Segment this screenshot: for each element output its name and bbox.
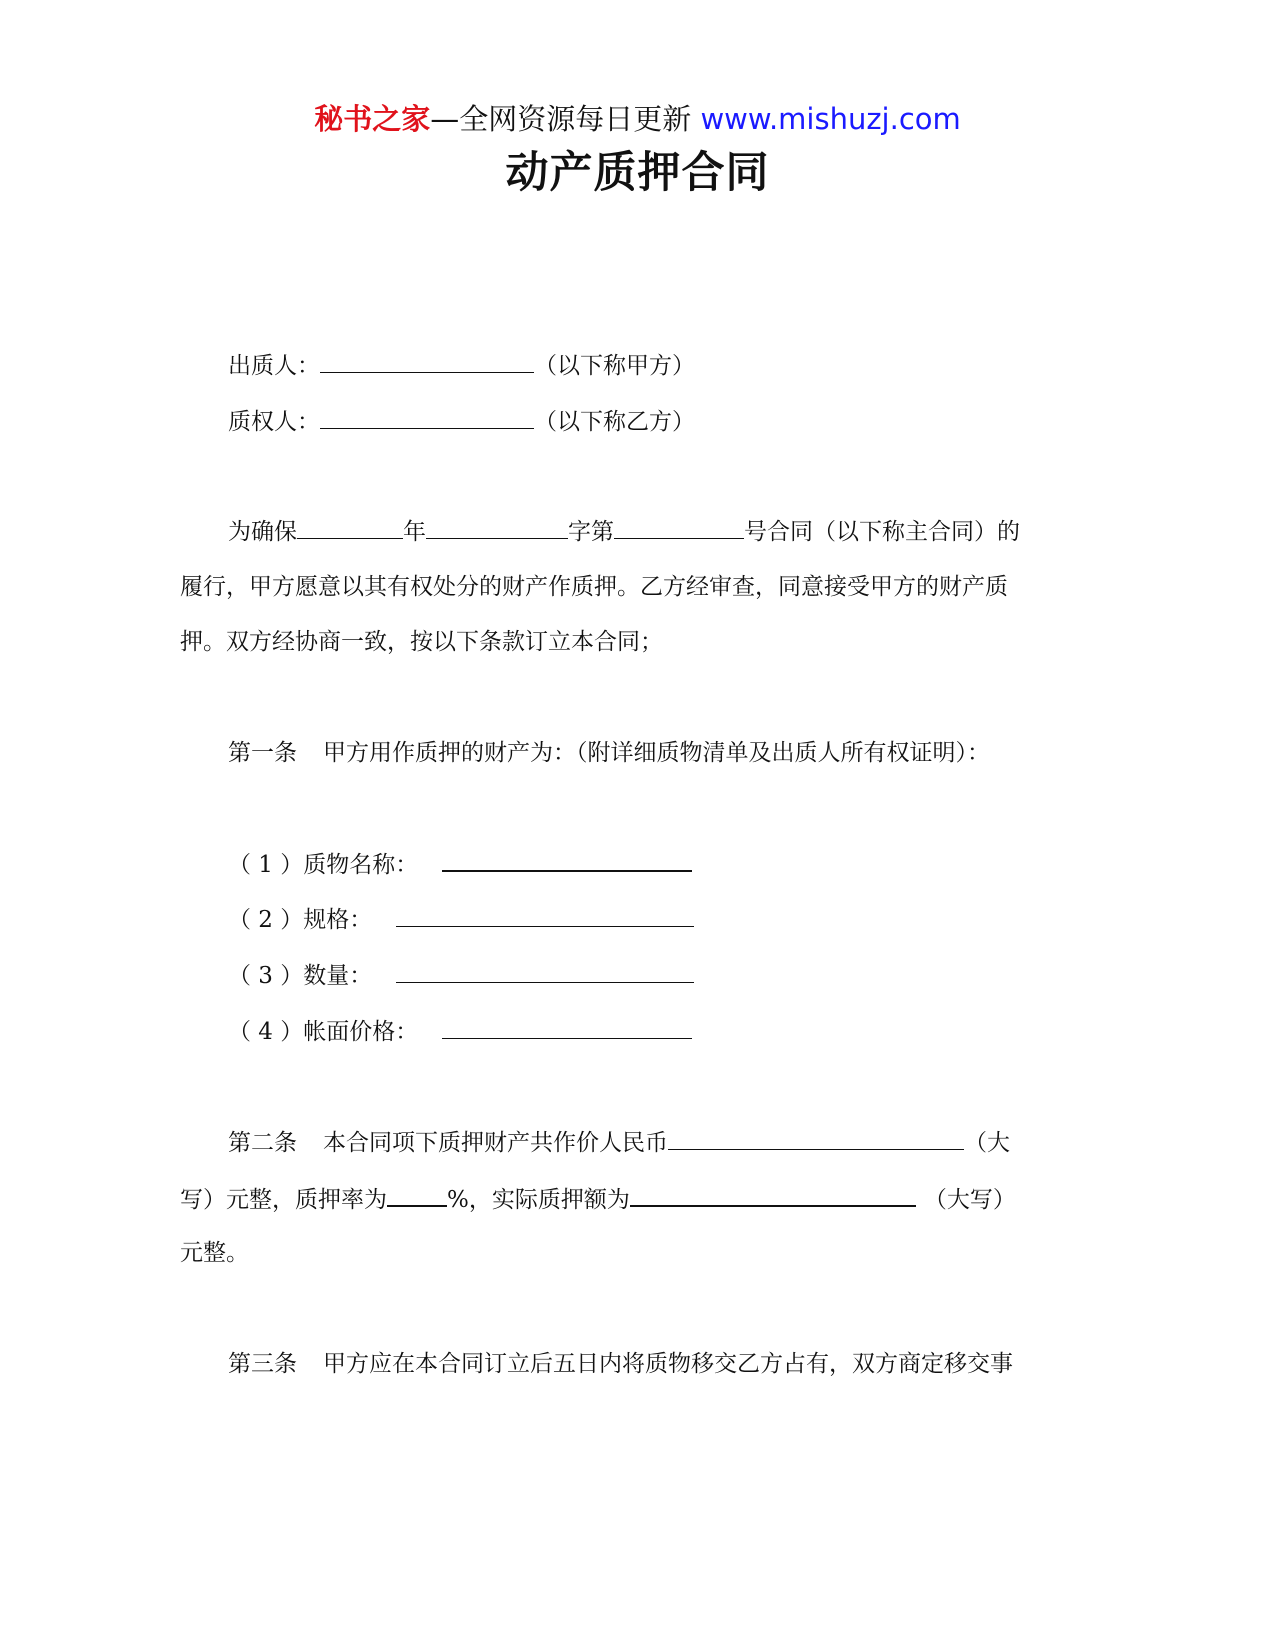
preamble-text: 字第	[568, 519, 614, 545]
item-label: （ 4 ）帐面价格：	[228, 1019, 419, 1045]
pledgee-blank[interactable]	[320, 406, 534, 429]
document-title: 动产质押合同	[505, 148, 770, 198]
article-2-line-3: 元整。	[180, 1240, 249, 1266]
word-blank[interactable]	[426, 516, 568, 539]
preamble-line-1	[228, 516, 1020, 547]
item-quantity	[228, 960, 694, 991]
site-brand: 秘书之家	[314, 102, 431, 136]
pledgee-note: （以下称乙方）	[534, 409, 695, 435]
article-2-text: %，实际质押额为	[447, 1187, 630, 1213]
site-slogan: —全网资源每日更新	[430, 102, 701, 136]
item-label: （ 2 ）规格：	[228, 907, 373, 933]
item-label: （ 3 ）数量：	[228, 963, 373, 989]
quantity-blank[interactable]	[396, 960, 694, 983]
article-2-text: 本合同项下质押财产共作价人民币	[323, 1130, 668, 1156]
pledgor-blank[interactable]	[320, 350, 534, 373]
article-2-line-1	[228, 1127, 1010, 1158]
spec-blank[interactable]	[396, 904, 694, 927]
pledgor-label: 出质人：	[228, 353, 320, 379]
pledge-rate-blank[interactable]	[387, 1183, 447, 1207]
item-book-value	[228, 1016, 692, 1047]
site-url-link[interactable]: www.mishuzj.com	[700, 102, 961, 136]
article-2-text: 写）元整，质押率为	[180, 1187, 387, 1213]
item-spec	[228, 904, 694, 935]
book-value-blank[interactable]	[442, 1016, 692, 1039]
item-pledge-name	[228, 848, 692, 880]
article-2-line-2	[180, 1183, 1016, 1215]
article-1-text: 甲方用作质押的财产为：（附详细质物清单及出质人所有权证明）：	[323, 740, 990, 766]
article-3	[228, 1349, 1013, 1379]
site-header	[0, 100, 1275, 138]
article-3-heading: 第三条	[228, 1351, 297, 1377]
preamble-line-3: 押。双方经协商一致，按以下条款订立本合同；	[180, 629, 663, 655]
article-1	[228, 738, 990, 768]
pledge-name-blank[interactable]	[442, 848, 692, 872]
pledgor-note: （以下称甲方）	[534, 353, 695, 379]
pledgor-line	[228, 350, 695, 381]
article-3-text: 甲方应在本合同订立后五日内将质物移交乙方占有，双方商定移交事	[323, 1351, 1013, 1377]
preamble-text: 年	[403, 519, 426, 545]
preamble-text: 为确保	[228, 519, 297, 545]
article-2-text: （大写）	[923, 1187, 1016, 1213]
preamble-text: 号合同（以下称主合同）的	[744, 519, 1020, 545]
pledge-amount-blank[interactable]	[630, 1183, 916, 1207]
article-2-heading: 第二条	[228, 1130, 297, 1156]
number-blank[interactable]	[614, 516, 744, 539]
pledgee-line	[228, 406, 695, 437]
pledgee-label: 质权人：	[228, 409, 320, 435]
year-blank[interactable]	[297, 516, 403, 539]
preamble-line-2: 履行，甲方愿意以其有权处分的财产作质押。乙方经审查，同意接受甲方的财产质	[180, 574, 1008, 600]
article-2-text: （大	[964, 1130, 1010, 1156]
item-label: （ 1 ）质物名称：	[228, 852, 419, 878]
price-blank[interactable]	[668, 1127, 964, 1150]
article-1-heading: 第一条	[228, 740, 297, 766]
